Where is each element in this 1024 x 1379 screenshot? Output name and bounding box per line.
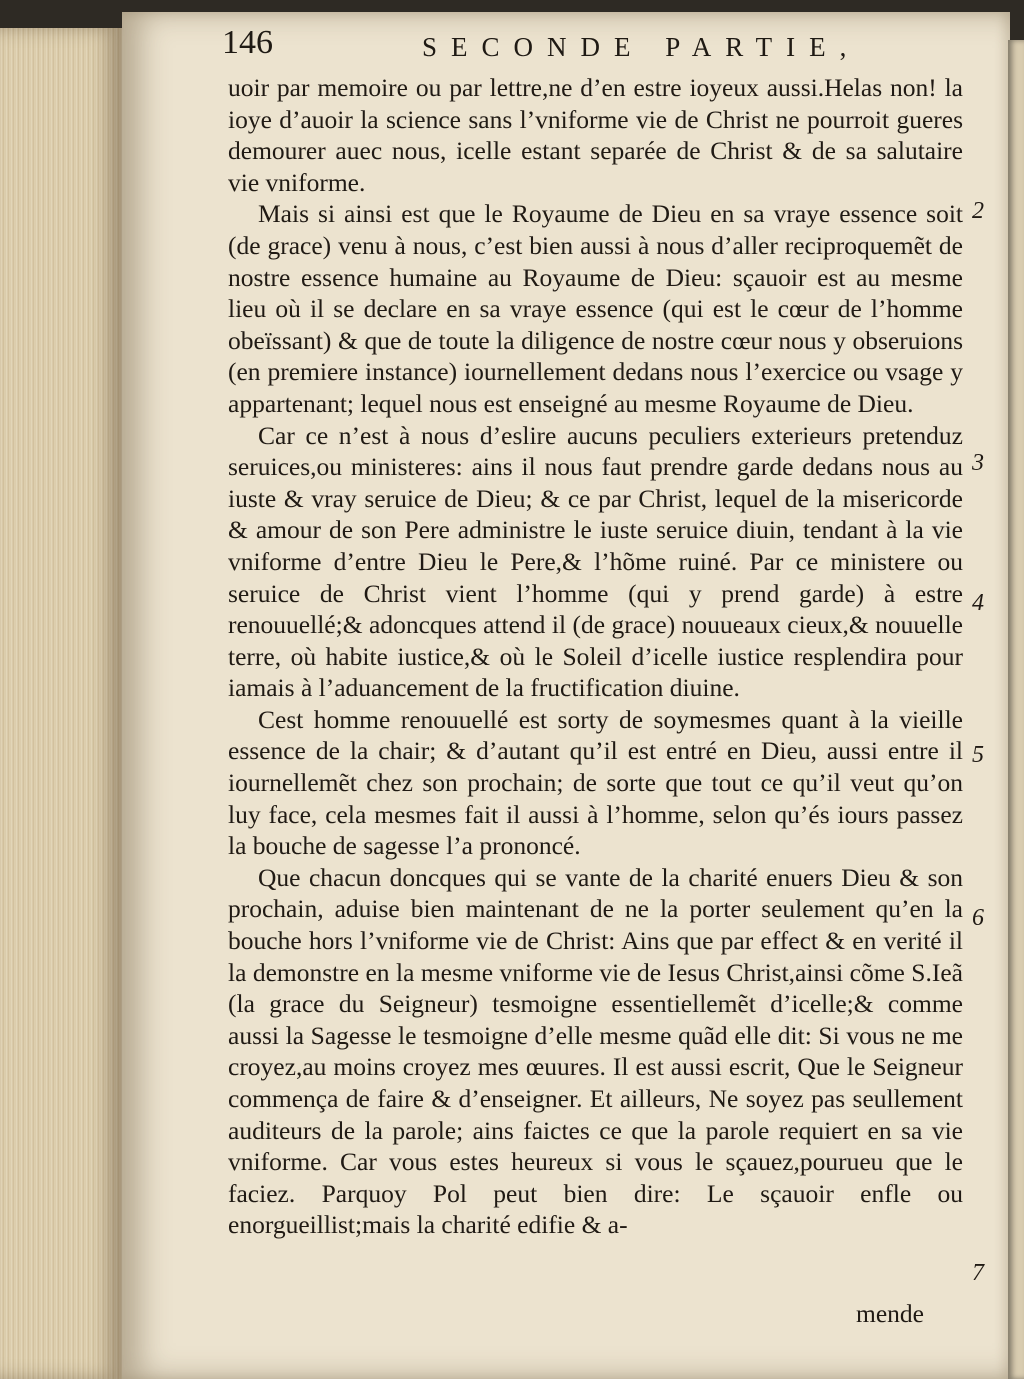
page-header: [222, 24, 1002, 64]
body-text: [228, 72, 963, 1241]
margin-number-5: 5: [972, 742, 984, 768]
running-title: SECONDE PARTIE,: [422, 32, 861, 62]
paragraph-1: uoir par memoire ou par lettre,ne d’en estre ioyeux aussi.Helas non! la ioye d’auoir la science sans l’vniforme vie de Christ ne pourroit gueres demourer auec nous, icelle estant separée de Christ & de sa salutaire vie vniforme.: [228, 73, 963, 197]
paragraph-3: Car ce n’est à nous d’eslire aucuns peculiers exterieurs pretenduz seruices,ou ministeres: ains il nous faut prendre garde dedans nous au iuste & vray seruice de Dieu; & ce par Christ, lequel de la misericorde & amour de son Pere administre le iuste seruice diuin, tendant à la vie vniforme d’entre Dieu le Pere,& l’hõme ruiné. Par ce ministere ou seruice de Christ vient l’homme (qui y prend garde) à estre renouuellé;& adoncques attend il (de grace) nouueaux cieux,& nouuelle terre, où habite iustice,& où le Soleil d’icelle iustice resplendira pour iamais à l’aduancement de la fructification diuine.: [228, 420, 963, 703]
catchword: mende: [856, 1299, 924, 1328]
margin-number-6: 6: [972, 905, 984, 931]
adjacent-page-edge: [1008, 40, 1024, 1379]
paragraph-5: Que chacun doncques qui se vante de la charité enuers Dieu & son prochain, aduise bien maintenant de ne la porter seulement qu’en la bouche hors l’vniforme vie de Christ: Ains que par effect & en verité il la demonstre en la mesme vniforme vie de Iesus Christ,ainsi cõme S.Ieã (la grace du Seigneur) tesmoigne essentiellemẽt d’icelle;& comme aussi la Sagesse le tesmoigne d’elle mesme quãd elle dit: Si vous ne me croyez,au moins croyez mes œuures. Il est aussi escrit, Que le Seigneur commença de faire & d’enseigner. Et ailleurs, Ne soyez pas seullement auditeurs de la parole; ains faictes ce que la parole requiert en sa vie vniforme. Car vous estes heureux si vous le sçauez,pourueu que le faciez. Parquoy Pol peut bien dire: Le sçauoir enfle ou enorgueillist;mais la charité edifie & a-: [228, 862, 963, 1240]
margin-number-7: 7: [972, 1260, 984, 1286]
book-page: [122, 12, 1010, 1379]
paragraph-2: Mais si ainsi est que le Royaume de Dieu en sa vraye essence soit (de grace) venu à nous, c’est bien aussi à nous d’aller reciproquemẽt de nostre essence humaine au Royaume de Dieu: sçauoir est au mesme lieu où il se declare en sa vraye essence (qui est le cœur de l’homme obeïssant) & que de toute la diligence de nostre cœur nous y obseruions (en premiere instance) iournellement dedans nous l’exercice ou vsage y appartenant; lequel nous est enseigné au mesme Royaume de Dieu.: [228, 199, 963, 418]
margin-number-4: 4: [972, 590, 984, 616]
paragraph-4: Cest homme renouuellé est sorty de soymesmes quant à la vieille essence de la chair; & d’autant qu’il est entré en Dieu, aussi entre il iournellemẽt chez son prochain; de sorte que tout ce qu’il veut qu’on luy face, cela mesmes fait il aussi à l’homme, selon qu’és iours passez la bouche de sagesse l’a prononcé.: [228, 704, 963, 861]
page-number: 146: [222, 24, 273, 61]
margin-number-2: 2: [972, 198, 984, 224]
margin-number-3: 3: [972, 450, 984, 476]
book-fore-edge: [0, 28, 122, 1379]
